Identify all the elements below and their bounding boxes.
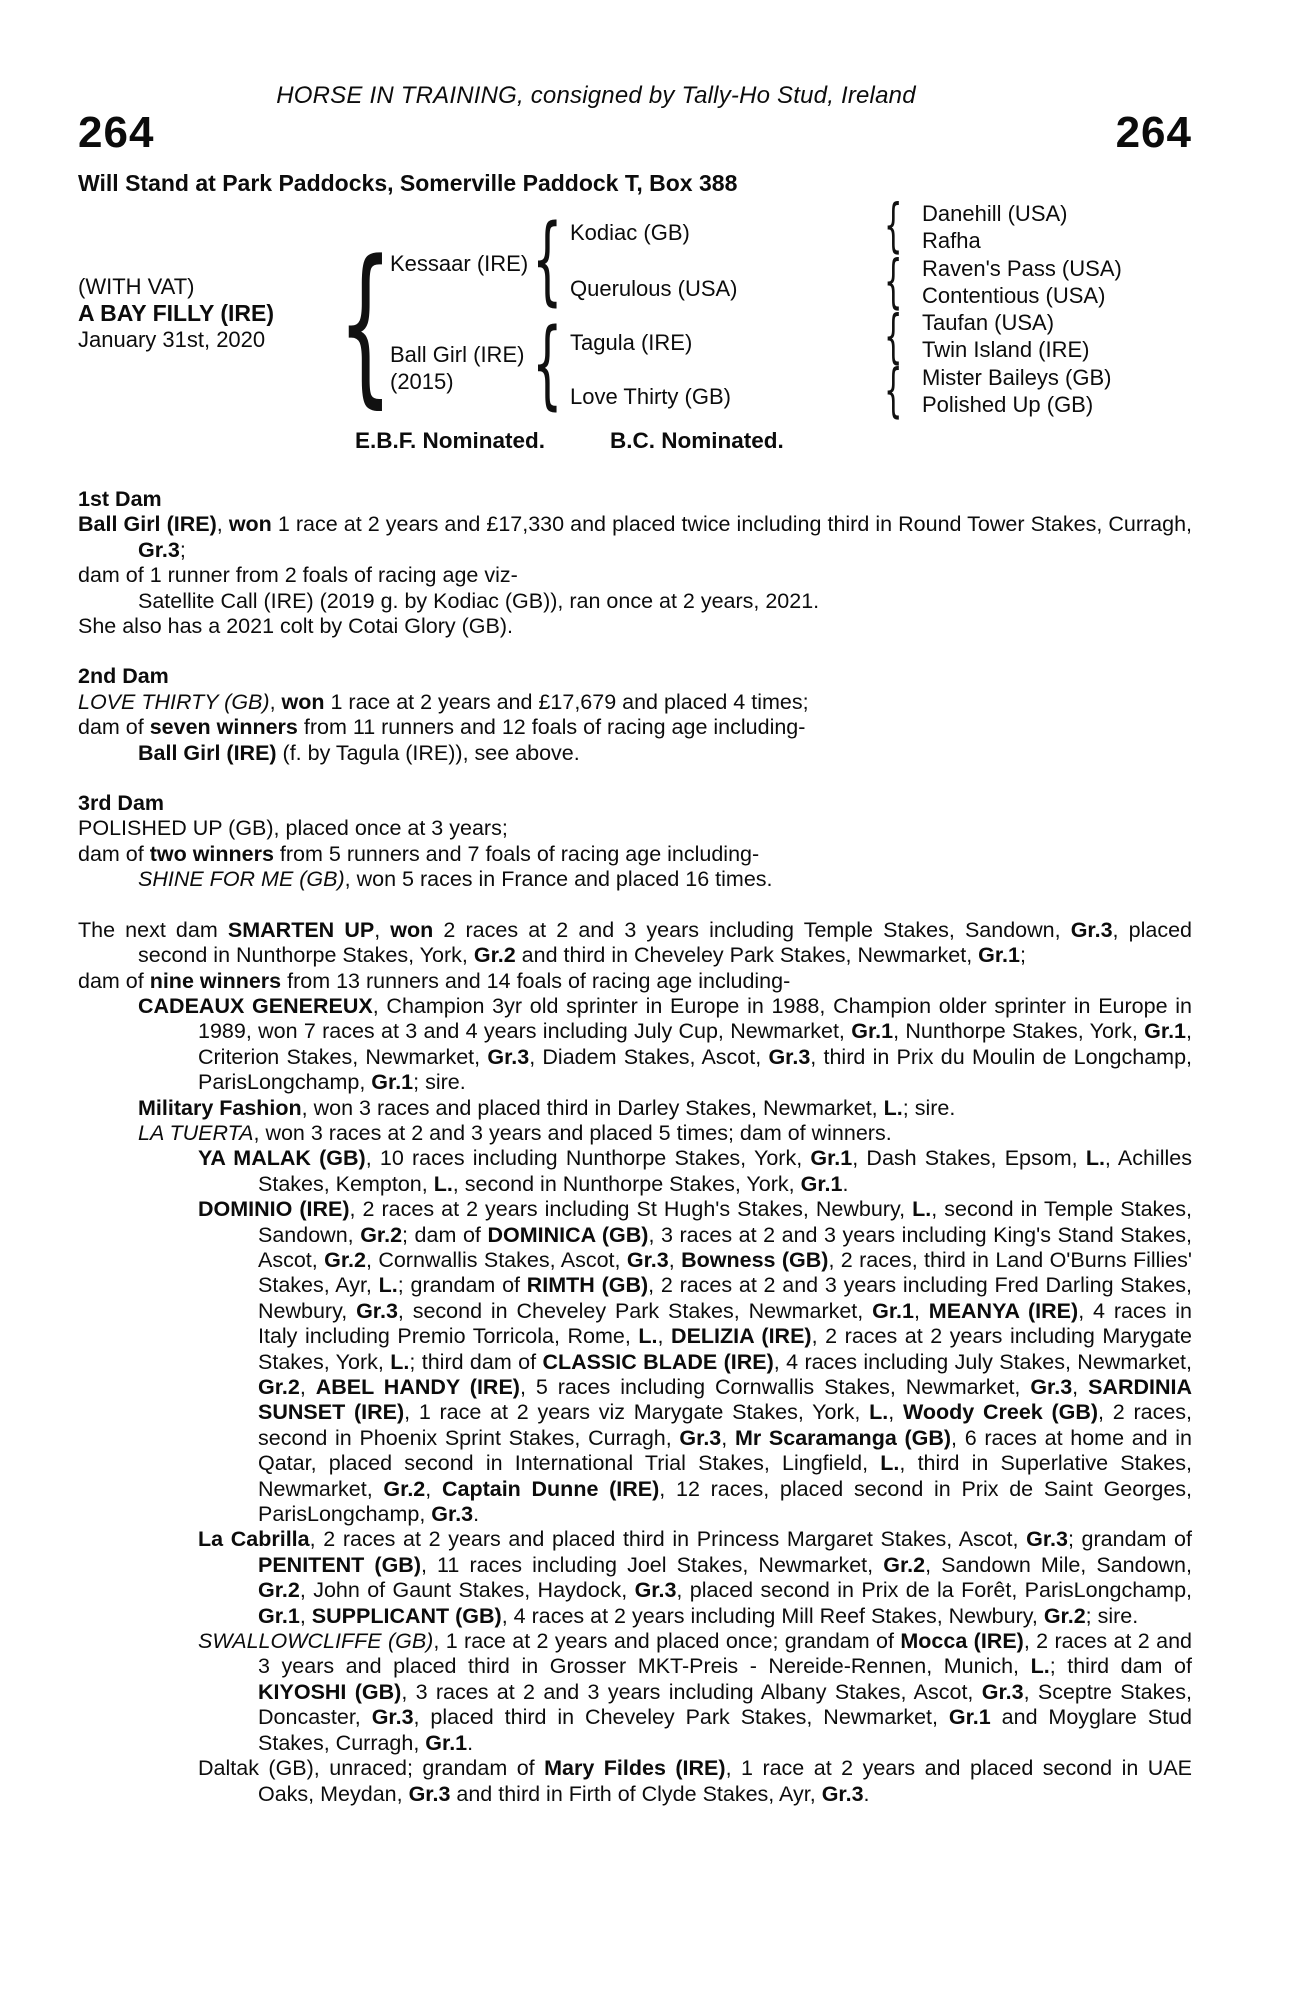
text-run: , bbox=[299, 1375, 316, 1399]
text-run: L. bbox=[638, 1324, 658, 1349]
text-run: Gr.3 bbox=[626, 1247, 669, 1272]
text-run: SWALLOWCLIFFE (GB) bbox=[198, 1629, 434, 1654]
text-run: won bbox=[390, 917, 434, 942]
text-run: , 4 races at 2 years including Mill Reef Stakes, Newbury, bbox=[501, 1603, 1044, 1628]
text-run: ; sire. bbox=[1085, 1603, 1139, 1628]
brace-icon: { bbox=[338, 223, 393, 424]
catalogue-paragraph bbox=[198, 1146, 1192, 1197]
text-run: Gr.3 bbox=[1030, 1375, 1073, 1399]
catalogue-paragraph bbox=[78, 512, 1192, 563]
text-run: Gr.2 bbox=[360, 1222, 403, 1247]
catalogue-paragraph bbox=[78, 614, 1192, 639]
text-run: She also has a 2021 colt by Cotai Glory (GB). bbox=[78, 614, 513, 639]
text-run: , third in Superlative Stakes, Newmarket, bbox=[258, 1451, 1192, 1501]
dam-name: Ball Girl (IRE) bbox=[390, 342, 525, 367]
text-run: Gr.3 bbox=[487, 1044, 530, 1069]
text-run: , 1 race at 2 years and placed once; grandam of bbox=[433, 1629, 901, 1654]
text-run: , 2 races at 2 and 3 years including Fred Darling Stakes, Newbury, bbox=[258, 1273, 1192, 1323]
text-run: SHINE FOR ME (GB) bbox=[138, 867, 345, 892]
text-run: Gr.3 bbox=[679, 1425, 722, 1450]
text-run: KIYOSHI (GB) bbox=[258, 1679, 402, 1704]
text-run: ; grandam of bbox=[1067, 1527, 1192, 1552]
text-run: Gr.3 bbox=[138, 537, 180, 562]
dam-year: (2015) bbox=[390, 369, 454, 394]
text-run: L. bbox=[912, 1197, 932, 1222]
text-run: Mocca (IRE) bbox=[900, 1629, 1024, 1654]
text-run: Gr.3 bbox=[768, 1044, 811, 1069]
catalogue-paragraph bbox=[78, 690, 1192, 715]
text-run: The next dam bbox=[78, 917, 228, 942]
text-run: . bbox=[473, 1502, 480, 1527]
text-run: Gr.1 bbox=[425, 1730, 468, 1755]
text-run: ; bbox=[1020, 943, 1026, 968]
text-run: Gr.1 bbox=[948, 1705, 991, 1730]
dam-section bbox=[78, 664, 1192, 766]
catalogue-paragraph bbox=[78, 842, 1192, 867]
text-run: Daltak (GB), unraced; grandam of bbox=[198, 1756, 545, 1781]
text-run: Mr Scaramanga (GB) bbox=[734, 1425, 952, 1450]
text-run: Gr.1 bbox=[978, 943, 1020, 968]
text-run: two winners bbox=[149, 841, 274, 866]
dam-sire-name: Tagula (IRE) bbox=[570, 330, 693, 355]
text-run: , 2 races, second in Phoenix Sprint Stakes, Curragh, bbox=[258, 1400, 1193, 1450]
text-run: , bbox=[657, 1324, 672, 1349]
text-run: L. bbox=[390, 1349, 410, 1374]
text-run: , placed third in Cheveley Park Stakes, Newmarket, bbox=[413, 1705, 949, 1730]
text-run: , second in Temple Stakes, Sandown, bbox=[258, 1197, 1192, 1247]
brace-icon: { bbox=[884, 247, 903, 315]
text-run: , bbox=[269, 689, 282, 714]
catalogue-paragraph bbox=[78, 816, 1192, 841]
text-run: from 11 runners and 12 foals of racing age including- bbox=[297, 715, 806, 740]
text-run: La Cabrilla bbox=[198, 1527, 310, 1552]
text-run: Gr.1 bbox=[258, 1603, 300, 1628]
text-run: , 1 race at 2 years viz Marygate Stakes, York, bbox=[404, 1400, 870, 1425]
text-run: Gr.2 bbox=[1043, 1603, 1086, 1628]
section-heading: 1st Dam bbox=[78, 487, 162, 511]
text-run: , Nunthorpe Stakes, York, bbox=[893, 1019, 1145, 1044]
text-run: SUPPLICANT (GB) bbox=[311, 1603, 502, 1628]
text-run: DELIZIA (IRE) bbox=[671, 1324, 812, 1349]
text-run: Ball Girl (IRE) bbox=[78, 512, 217, 537]
text-run: , 12 races, placed second in Prix de Saint Georges, ParisLongchamp, bbox=[258, 1476, 1192, 1527]
catalogue-paragraph bbox=[138, 1121, 1192, 1146]
text-run: , Cornwallis Stakes, Ascot, bbox=[365, 1247, 627, 1272]
text-run: Mary Fildes (IRE) bbox=[544, 1756, 726, 1781]
foal-date: January 31st, 2020 bbox=[78, 327, 266, 352]
text-run: , bbox=[299, 1603, 312, 1628]
text-run: , won 3 races and placed third in Darley Stakes, Newmarket, bbox=[301, 1095, 884, 1120]
text-run: ABEL HANDY (IRE) bbox=[315, 1375, 520, 1399]
text-run: ; third dam of bbox=[409, 1349, 543, 1374]
text-run: , bbox=[425, 1476, 442, 1501]
text-run: , 2 races at 2 years including Marygate Stakes, York, bbox=[258, 1324, 1193, 1374]
subject-horse-name: A BAY FILLY (IRE) bbox=[78, 300, 274, 326]
text-run: SARDINIA SUNSET (IRE) bbox=[258, 1375, 1192, 1425]
text-run: POLISHED UP (GB), placed once at 3 years; bbox=[78, 816, 508, 841]
text-run: CADEAUX GENEREUX bbox=[138, 993, 373, 1018]
text-run: , bbox=[216, 512, 229, 537]
text-run: from 5 runners and 7 foals of racing age including- bbox=[273, 841, 760, 866]
text-run: Woody Creek (GB) bbox=[902, 1400, 1099, 1425]
catalogue-paragraph bbox=[138, 994, 1192, 1096]
text-run: PENITENT (GB) bbox=[258, 1552, 421, 1577]
text-run: Gr.3 bbox=[981, 1679, 1024, 1704]
text-run: Gr.3 bbox=[634, 1578, 677, 1603]
brace-icon: { bbox=[884, 302, 903, 370]
text-run: , bbox=[374, 917, 391, 942]
text-run: LA TUERTA bbox=[138, 1120, 254, 1145]
text-run: Satellite Call (IRE) (2019 g. by Kodiac (GB)), ran once at 2 years, 2021. bbox=[138, 588, 820, 613]
text-run: , Diadem Stakes, Ascot, bbox=[529, 1044, 769, 1069]
ancestor-name: Contentious (USA) bbox=[922, 283, 1106, 308]
ancestor-name: Polished Up (GB) bbox=[922, 392, 1094, 417]
text-run: , Achilles Stakes, Kempton, bbox=[258, 1146, 1192, 1196]
text-run: L. bbox=[1030, 1654, 1050, 1679]
text-run: , bbox=[888, 1400, 903, 1425]
text-run: LOVE THIRTY (GB) bbox=[78, 689, 270, 714]
sire-sire-name: Kodiac (GB) bbox=[570, 220, 690, 245]
text-run: , second in Nunthorpe Stakes, York, bbox=[452, 1171, 801, 1196]
text-run: Gr.3 bbox=[356, 1298, 398, 1323]
text-run: and Moyglare Stud Stakes, Curragh, bbox=[258, 1705, 1192, 1755]
catalogue-paragraph bbox=[138, 1096, 1192, 1121]
bc-nomination: B.C. Nominated. bbox=[610, 428, 784, 453]
text-run: DOMINICA (GB) bbox=[487, 1222, 649, 1247]
text-run: Bowness (GB) bbox=[681, 1247, 829, 1272]
text-run: Gr.1 bbox=[851, 1019, 894, 1044]
catalogue-paragraph bbox=[198, 1197, 1192, 1527]
catalogue-paragraph bbox=[138, 589, 1192, 614]
text-run: Gr.2 bbox=[883, 1552, 926, 1577]
text-run: , 5 races including Cornwallis Stakes, Newmarket, bbox=[519, 1375, 1031, 1399]
text-run: , 2 races, third in Land O'Burns Fillies' Stakes, Ayr, bbox=[258, 1247, 1192, 1298]
text-run: Captain Dunne (IRE) bbox=[441, 1476, 660, 1501]
text-run: 1 race at 2 years and £17,679 and placed 4 times; bbox=[324, 689, 809, 714]
text-run: , third in Prix du Moulin de Longchamp, ParisLongchamp, bbox=[198, 1044, 1192, 1095]
text-run: and third in Firth of Clyde Stakes, Ayr, bbox=[450, 1781, 822, 1806]
catalogue-paragraph bbox=[78, 969, 1192, 994]
text-run: ; grandam of bbox=[397, 1273, 527, 1298]
text-run: , placed second in Nunthorpe Stakes, York, bbox=[138, 917, 1192, 968]
catalogue-paragraph bbox=[198, 1527, 1192, 1629]
text-run: won bbox=[228, 512, 272, 537]
text-run: , 11 races including Joel Stakes, Newmarket, bbox=[420, 1552, 884, 1577]
text-run: , 3 races at 2 and 3 years including King's Stand Stakes, Ascot, bbox=[258, 1222, 1192, 1272]
page-title: HORSE IN TRAINING, consigned by Tally-Ho Stud, Ireland bbox=[276, 82, 916, 109]
text-run: , bbox=[913, 1298, 929, 1323]
text-run: L. bbox=[378, 1273, 398, 1298]
text-run: , 6 races at home and in Qatar, placed second in International Trial Stakes, Lingfield, bbox=[258, 1425, 1193, 1476]
stand-location: Will Stand at Park Paddocks, Somerville Paddock T, Box 388 bbox=[78, 170, 738, 196]
sire-dam-name: Querulous (USA) bbox=[570, 276, 738, 301]
text-run: Gr.1 bbox=[371, 1070, 414, 1095]
pedigree-tree bbox=[0, 0, 1314, 470]
vat-note: (WITH VAT) bbox=[78, 274, 195, 299]
text-run: ; sire. bbox=[413, 1070, 466, 1095]
lot-number-left: 264 bbox=[78, 108, 155, 157]
ancestor-name: Taufan (USA) bbox=[922, 310, 1055, 335]
text-run: Gr.3 bbox=[1026, 1527, 1068, 1552]
text-run: Gr.2 bbox=[473, 943, 516, 968]
catalogue-paragraph bbox=[198, 1756, 1192, 1807]
text-run: , Dash Stakes, Epsom, bbox=[852, 1146, 1086, 1171]
text-run: , 4 races including July Stakes, Newmarket, bbox=[773, 1349, 1193, 1374]
text-run: L. bbox=[869, 1400, 889, 1425]
catalogue-paragraph bbox=[138, 867, 1192, 892]
text-run: ; sire. bbox=[902, 1095, 956, 1120]
text-run: Gr.1 bbox=[1144, 1019, 1187, 1044]
text-run: , second in Cheveley Park Stakes, Newmarket, bbox=[397, 1298, 873, 1323]
text-run: , 1 race at 2 years and placed second in UAE Oaks, Meydan, bbox=[258, 1756, 1193, 1806]
text-run: Gr.2 bbox=[383, 1476, 426, 1501]
brace-icon: { bbox=[532, 204, 563, 316]
ancestor-name: Danehill (USA) bbox=[922, 201, 1068, 226]
text-run: , 10 races including Nunthorpe Stakes, York, bbox=[365, 1146, 811, 1171]
ancestor-name: Mister Baileys (GB) bbox=[922, 365, 1112, 390]
text-run: Gr.2 bbox=[324, 1247, 366, 1272]
text-run: YA MALAK (GB) bbox=[198, 1146, 366, 1171]
text-run: Military Fashion bbox=[138, 1095, 302, 1120]
ebf-nomination: E.B.F. Nominated. bbox=[355, 428, 546, 453]
text-run: , Sandown Mile, Sandown, bbox=[925, 1552, 1192, 1577]
text-run: L. bbox=[1085, 1146, 1105, 1171]
brace-icon: { bbox=[532, 308, 563, 420]
text-run: , 2 races at 2 and 3 years and placed third in Grosser MKT-Preis - Nereide-Rennen, Munich, bbox=[258, 1629, 1192, 1679]
catalogue-paragraph bbox=[78, 918, 1192, 969]
text-run: Gr.3 bbox=[1070, 917, 1113, 942]
text-run: , Criterion Stakes, Newmarket, bbox=[198, 1019, 1192, 1069]
text-run: , Champion 3yr old sprinter in Europe in 1988, Champion older sprinter in Europe in 1989, won 7 races at 3 and 4 years including July Cup, Newmarket, bbox=[198, 993, 1193, 1044]
lot-number-right: 264 bbox=[1115, 108, 1192, 157]
text-run: Gr.3 bbox=[371, 1705, 414, 1730]
ancestor-name: Rafha bbox=[922, 228, 981, 253]
catalogue-paragraph bbox=[198, 1629, 1192, 1756]
text-run: Gr.3 bbox=[408, 1781, 451, 1806]
text-run: Gr.1 bbox=[800, 1171, 843, 1196]
text-run: Gr.3 bbox=[821, 1781, 864, 1806]
ancestor-name: Raven's Pass (USA) bbox=[922, 256, 1122, 281]
text-run: Gr.3 bbox=[431, 1502, 474, 1527]
text-run: dam of bbox=[78, 841, 150, 866]
text-run: L. bbox=[883, 1095, 903, 1120]
text-run: L. bbox=[880, 1451, 900, 1476]
text-run: Gr.1 bbox=[810, 1146, 853, 1171]
text-run: won bbox=[281, 689, 325, 714]
dam-section bbox=[78, 487, 1192, 639]
text-run: RIMTH (GB) bbox=[526, 1273, 649, 1298]
ancestor-name: Twin Island (IRE) bbox=[922, 337, 1090, 362]
dam-dam-name: Love Thirty (GB) bbox=[570, 384, 731, 409]
text-run: . bbox=[467, 1730, 474, 1755]
text-run: , won 5 races in France and placed 16 times. bbox=[344, 867, 773, 892]
text-run: . bbox=[842, 1171, 849, 1196]
text-run: CLASSIC BLADE (IRE) bbox=[542, 1349, 774, 1374]
text-run: nine winners bbox=[149, 968, 282, 993]
text-run: DOMINIO (IRE) bbox=[198, 1197, 350, 1222]
section-heading: 3rd Dam bbox=[78, 791, 165, 816]
text-run: dam of bbox=[78, 715, 150, 740]
text-run: from 13 runners and 14 foals of racing age including- bbox=[281, 968, 791, 993]
text-run: Ball Girl (IRE) bbox=[138, 740, 277, 765]
catalogue-paragraph bbox=[138, 741, 1192, 766]
text-run: and third in Cheveley Park Stakes, Newmarket, bbox=[515, 943, 979, 968]
brace-icon: { bbox=[884, 356, 903, 424]
text-run: dam of bbox=[78, 968, 150, 993]
text-run: Gr.2 bbox=[258, 1578, 300, 1603]
text-run: ; bbox=[179, 537, 186, 562]
text-run: 1 race at 2 years and £17,330 and placed twice including third in Round Tower Stakes, Curragh, bbox=[271, 512, 1193, 537]
text-run: , bbox=[668, 1247, 682, 1272]
text-run: MEANYA (IRE) bbox=[928, 1298, 1079, 1323]
dam-section bbox=[78, 791, 1192, 893]
brace-icon: { bbox=[884, 191, 903, 259]
text-run: L. bbox=[433, 1171, 453, 1196]
text-run: , 2 races at 2 years and placed third in Princess Margaret Stakes, Ascot, bbox=[309, 1527, 1027, 1552]
text-run: 2 races at 2 and 3 years including Temple Stakes, Sandown, bbox=[433, 917, 1071, 942]
text-run: , 3 races at 2 and 3 years including Albany Stakes, Ascot, bbox=[401, 1679, 982, 1704]
text-run: , bbox=[721, 1425, 735, 1450]
text-run: SMARTEN UP bbox=[227, 917, 375, 942]
text-run: . bbox=[863, 1781, 870, 1806]
sire-name: Kessaar (IRE) bbox=[390, 251, 529, 276]
text-run: ; third dam of bbox=[1049, 1654, 1192, 1679]
catalogue-paragraph bbox=[78, 563, 1192, 588]
text-run: dam of 1 runner from 2 foals of racing age viz- bbox=[78, 563, 518, 588]
text-run: , John of Gaunt Stakes, Haydock, bbox=[299, 1578, 635, 1603]
text-run: , bbox=[1072, 1375, 1089, 1399]
text-run: (f. by Tagula (IRE)), see above. bbox=[276, 740, 580, 765]
text-run: , 4 races in Italy including Premio Torricola, Rome, bbox=[258, 1298, 1192, 1349]
text-run: ; dam of bbox=[402, 1222, 488, 1247]
catalogue-paragraph bbox=[78, 715, 1192, 740]
dam-section bbox=[78, 918, 1192, 1807]
section-heading: 2nd Dam bbox=[78, 664, 169, 689]
pedigree-text bbox=[78, 487, 1192, 1807]
text-run: , won 3 races at 2 and 3 years and placed 5 times; dam of winners. bbox=[253, 1120, 892, 1145]
text-run: , placed second in Prix de la Forêt, ParisLongchamp, bbox=[676, 1578, 1193, 1603]
text-run: , Sceptre Stakes, Doncaster, bbox=[258, 1679, 1193, 1730]
text-run: seven winners bbox=[149, 715, 298, 740]
text-run: Gr.1 bbox=[872, 1298, 914, 1323]
text-run: Gr.2 bbox=[258, 1375, 300, 1399]
text-run: , 2 races at 2 years including St Hugh's Stakes, Newbury, bbox=[349, 1197, 913, 1222]
